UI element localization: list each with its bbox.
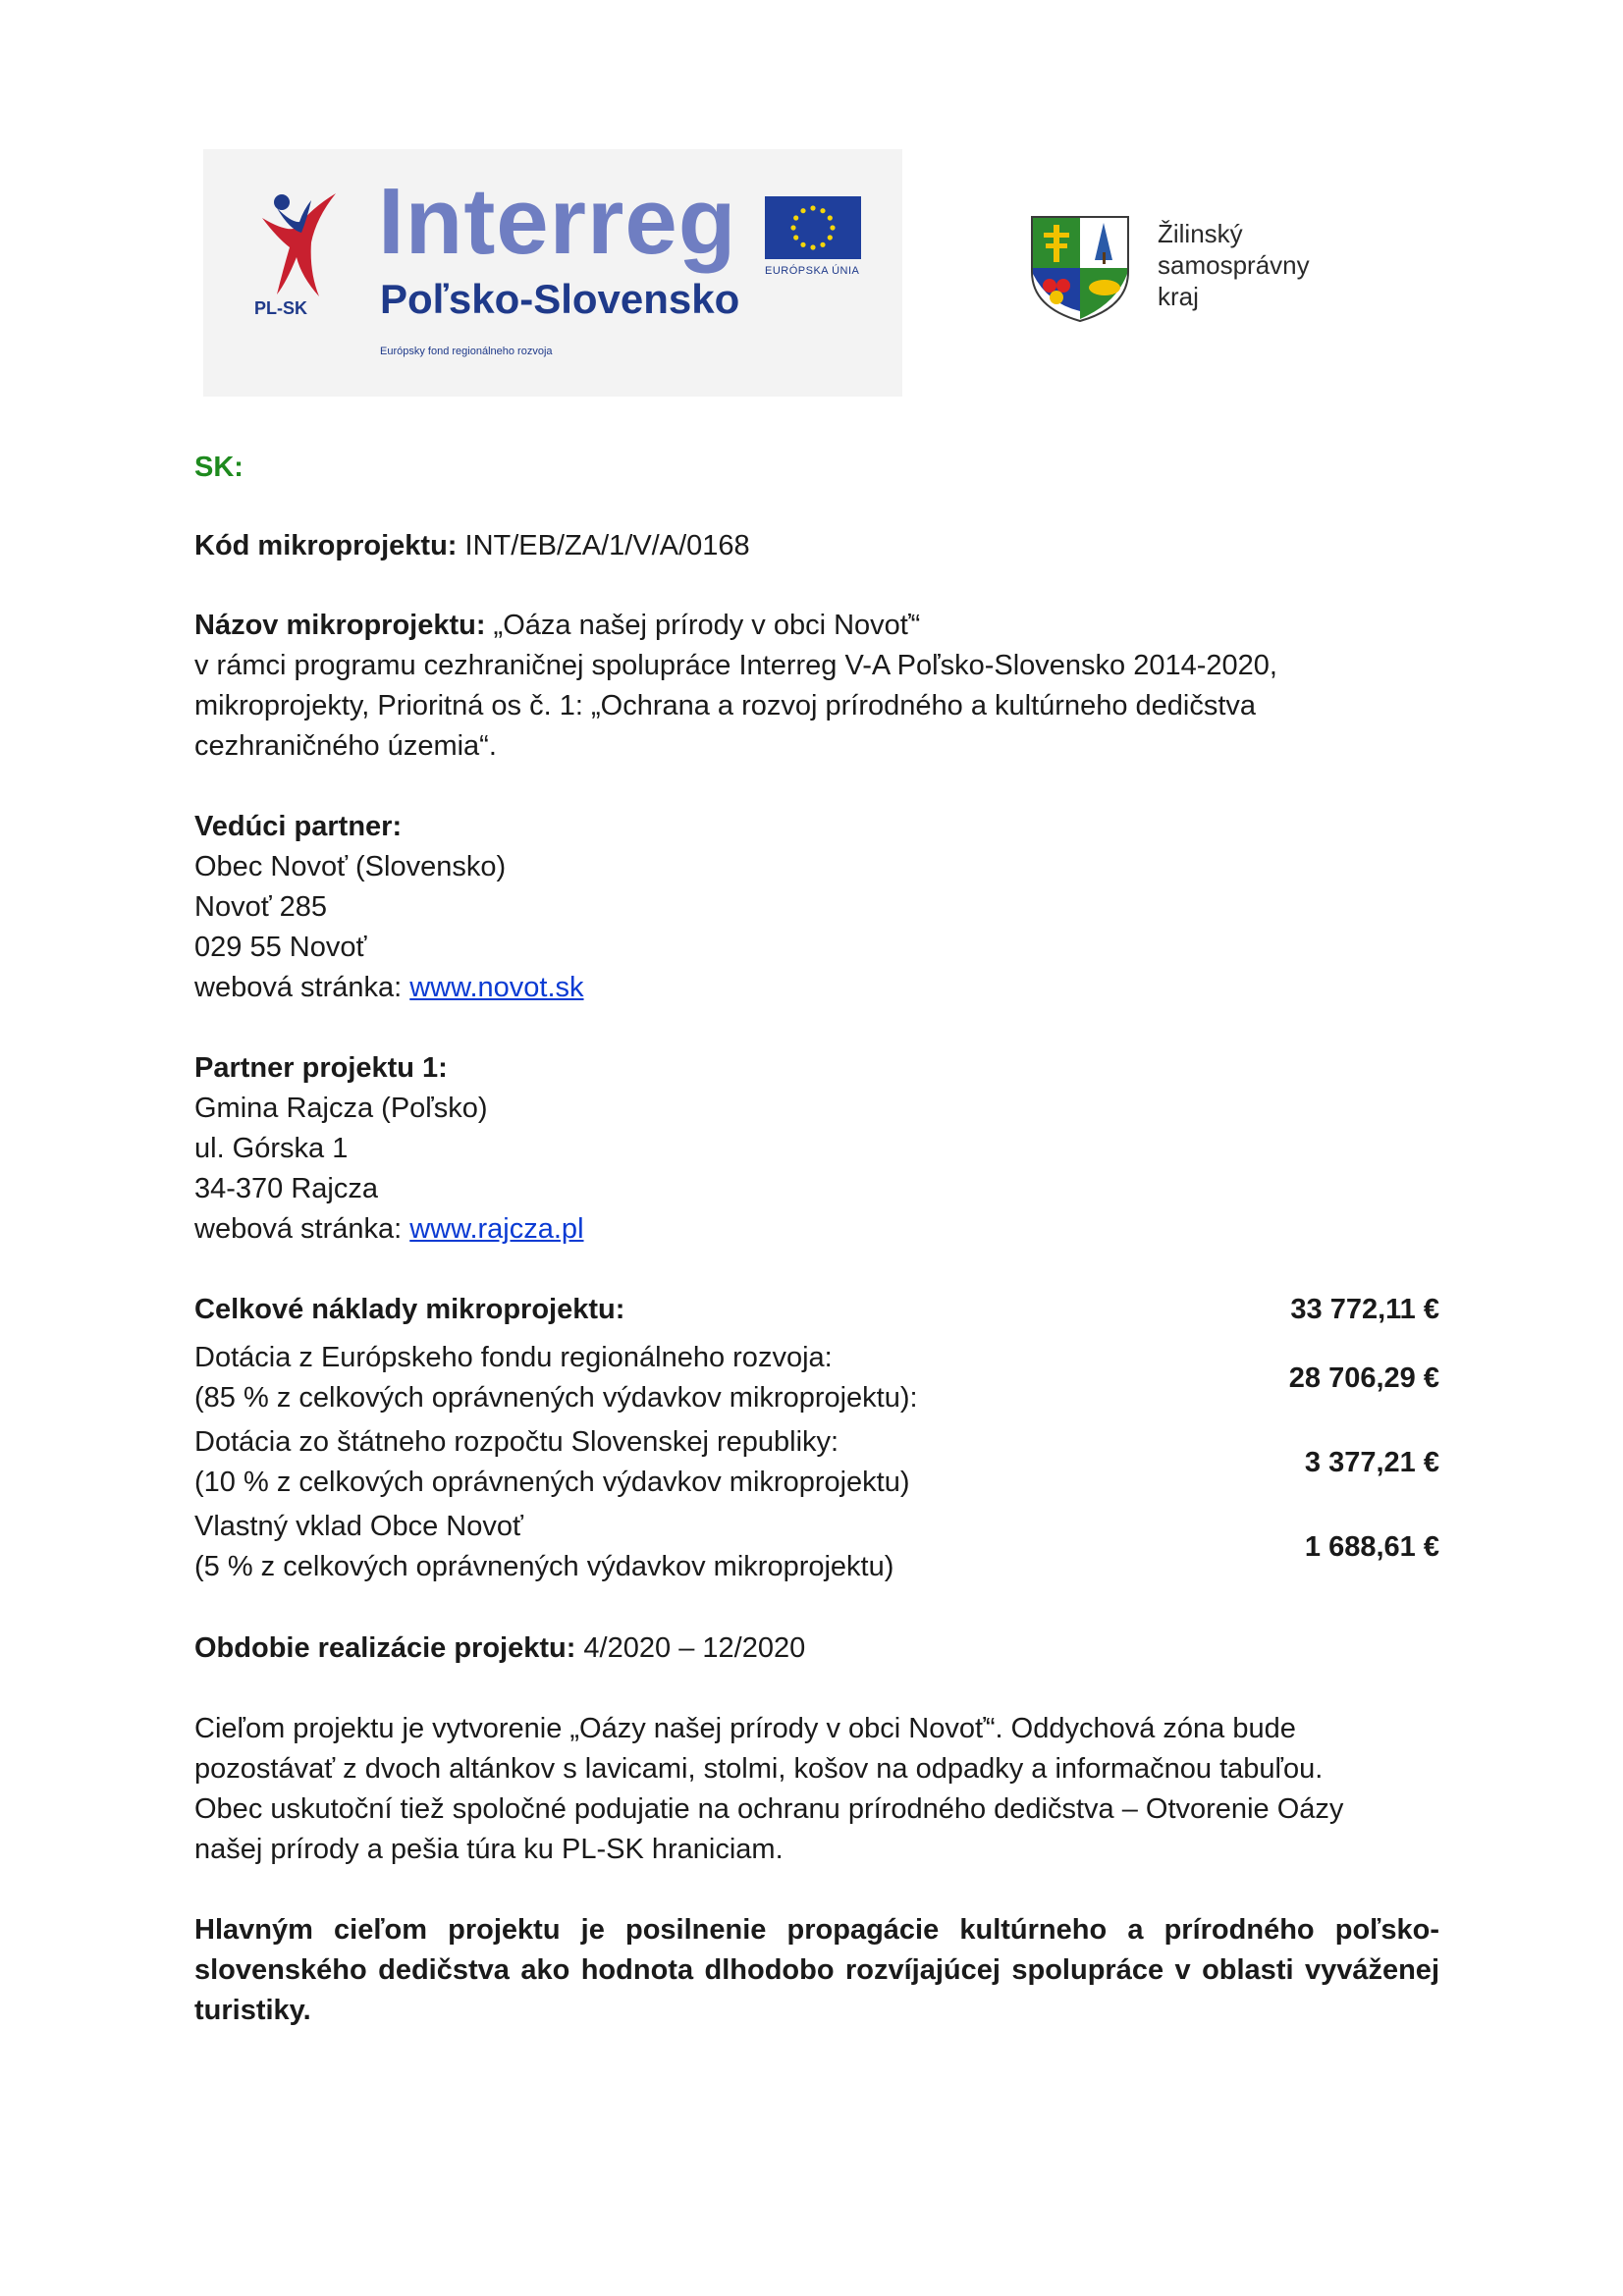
cost-row-erdf: Dotácia z Európskeho fondu regionálneho rozvoja: (85 % z celkových oprávnených výdavkov mikroprojektu): 28 706,29 € xyxy=(194,1342,1439,1414)
plsk-figure-icon xyxy=(243,188,351,306)
zilina-region-crest-icon xyxy=(1028,213,1132,323)
plsk-badge: PL-SK xyxy=(254,298,307,318)
program-region: Poľsko-Slovensko xyxy=(380,276,740,322)
cost-total-row: Celkové náklady mikroprojektu: 33 772,11 € xyxy=(194,1290,1439,1330)
lead-partner: Vedúci partner: Obec Novoť (Slovensko) Novoť 285 029 55 Novoť webová stránka: www.novot.sk xyxy=(194,807,1439,1008)
goal-paragraph: Cieľom projektu je vytvorenie „Oázy našej prírody v obci Novoť“. Oddychová zóna bude pozostávať z dvoch altánkov s lavicami, stolmi, košov na odpadky a informačnou tabuľou. Obec uskutoční tiež spoločné podujatie na ochranu prírodného dedičstva – Otvorenie Oázy našej prírody a pešia túra ku PL-SK hraniciam. xyxy=(194,1713,1344,1865)
lead-partner-web-link[interactable]: www.novot.sk xyxy=(409,972,584,1003)
lead-partner-heading: Vedúci partner: xyxy=(194,811,403,842)
cost-total-amount: 33 772,11 € xyxy=(1290,1294,1439,1325)
eu-label: EURÓPSKA ÚNIA xyxy=(765,265,860,277)
project-code: Kód mikroprojektu: INT/EB/ZA/1/V/A/0168 xyxy=(194,530,750,561)
cost-amount-state: 3 377,21 € xyxy=(1304,1447,1439,1478)
project-name: Názov mikroprojektu: „Oáza našej prírody v obci Novoť“ v rámci programu cezhraničnej spolupráce Interreg V-A Poľsko-Slovensko 2014-2020, mikroprojekty, Prioritná os č. 1: „Ochrana a rozvoj prírodného a kultúrneho dedičstva cezhraničného územia“. xyxy=(194,610,1277,762)
cost-row-own: Vlastný vklad Obce Novoť (5 % z celkových oprávnených výdavkov mikroprojektu) 1 688,61 € xyxy=(194,1511,1439,1582)
eu-flag-icon xyxy=(765,196,861,259)
project-period: Obdobie realizácie projektu: 4/2020 – 12/2020 xyxy=(194,1632,806,1664)
interreg-wordmark: Interreg xyxy=(378,169,737,274)
main-goal-paragraph: Hlavným cieľom projektu je posilnenie propagácie kultúrneho a prírodného poľsko-slovenského dedičstva ako hodnota dlhodobo rozvíjajúcej spolupráce v oblasti vyváženej turistiky. xyxy=(194,1914,1439,2026)
cost-amount-erdf: 28 706,29 € xyxy=(1288,1362,1439,1394)
project-partner-1: Partner projektu 1: Gmina Rajcza (Poľsko) ul. Górska 1 34-370 Rajcza webová stránka: www.rajcza.pl xyxy=(194,1048,1439,1250)
cost-row-state: Dotácia zo štátneho rozpočtu Slovenskej republiky: (10 % z celkových oprávnených výdavkov mikroprojektu) 3 377,21 € xyxy=(194,1426,1439,1498)
cost-amount-own: 1 688,61 € xyxy=(1304,1531,1439,1563)
language-tag: SK: xyxy=(194,452,243,483)
zilina-region-name: Žilinský samosprávny kraj xyxy=(1158,219,1310,311)
partner1-heading: Partner projektu 1: xyxy=(194,1052,448,1084)
partner1-web-link[interactable]: www.rajcza.pl xyxy=(409,1213,584,1245)
interreg-logo xyxy=(203,149,902,397)
fund-name: Európsky fond regionálneho rozvoja xyxy=(380,346,553,357)
